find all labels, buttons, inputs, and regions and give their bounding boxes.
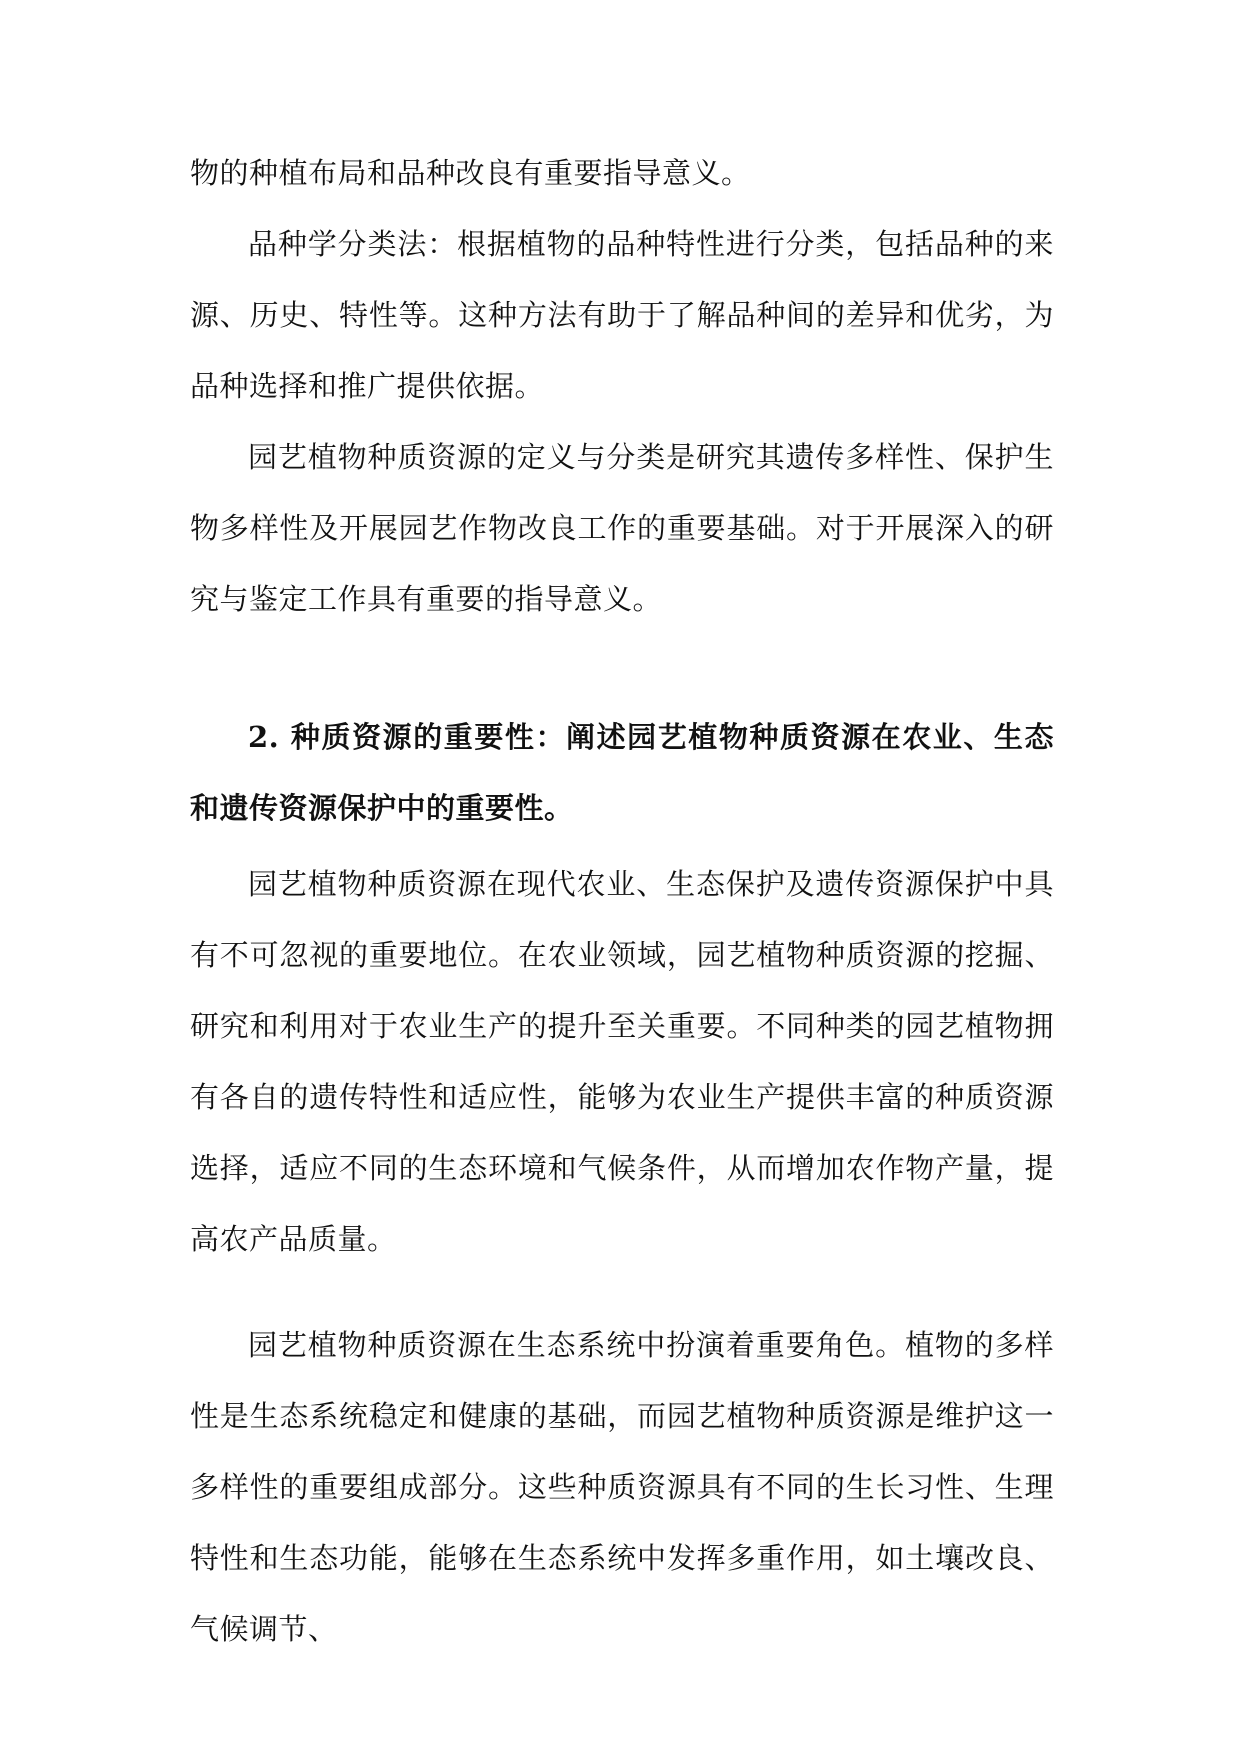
paragraph-definition-summary: 园艺植物种质资源的定义与分类是研究其遗传多样性、保护生物多样性及开展园艺作物改良工作的重要基础。对于开展深入的研究与鉴定工作具有重要的指导意义。 [190,440,1054,616]
paragraph-continuation: 物的种植布局和品种改良有重要指导意义。 [190,156,751,190]
section-heading: 2. 种质资源的重要性：阐述园艺植物种质资源在农业、生态和遗传资源保护中的重要性。 [190,720,1054,825]
paragraph-ecosystem-importance: 园艺植物种质资源在生态系统中扮演着重要角色。植物的多样性是生态系统稳定和健康的基础，而园艺植物种质资源是维护这一多样性的重要组成部分。这些种质资源具有不同的生长习性、生理特性和生态功能，能够在生态系统中发挥多重作用，如土壤改良、气候调节、 [190,1328,1054,1646]
paragraph-variety-classification: 品种学分类法：根据植物的品种特性进行分类，包括品种的来源、历史、特性等。这种方法有助于了解品种间的差异和优劣，为品种选择和推广提供依据。 [190,227,1054,403]
paragraph-agriculture-importance: 园艺植物种质资源在现代农业、生态保护及遗传资源保护中具有不可忽视的重要地位。在农业领域，园艺植物种质资源的挖掘、研究和利用对于农业生产的提升至关重要。不同种类的园艺植物拥有各自的遗传特性和适应性，能够为农业生产提供丰富的种质资源选择，适应不同的生态环境和气候条件，从而增加农作物产量，提高农产品质量。 [190,867,1054,1256]
